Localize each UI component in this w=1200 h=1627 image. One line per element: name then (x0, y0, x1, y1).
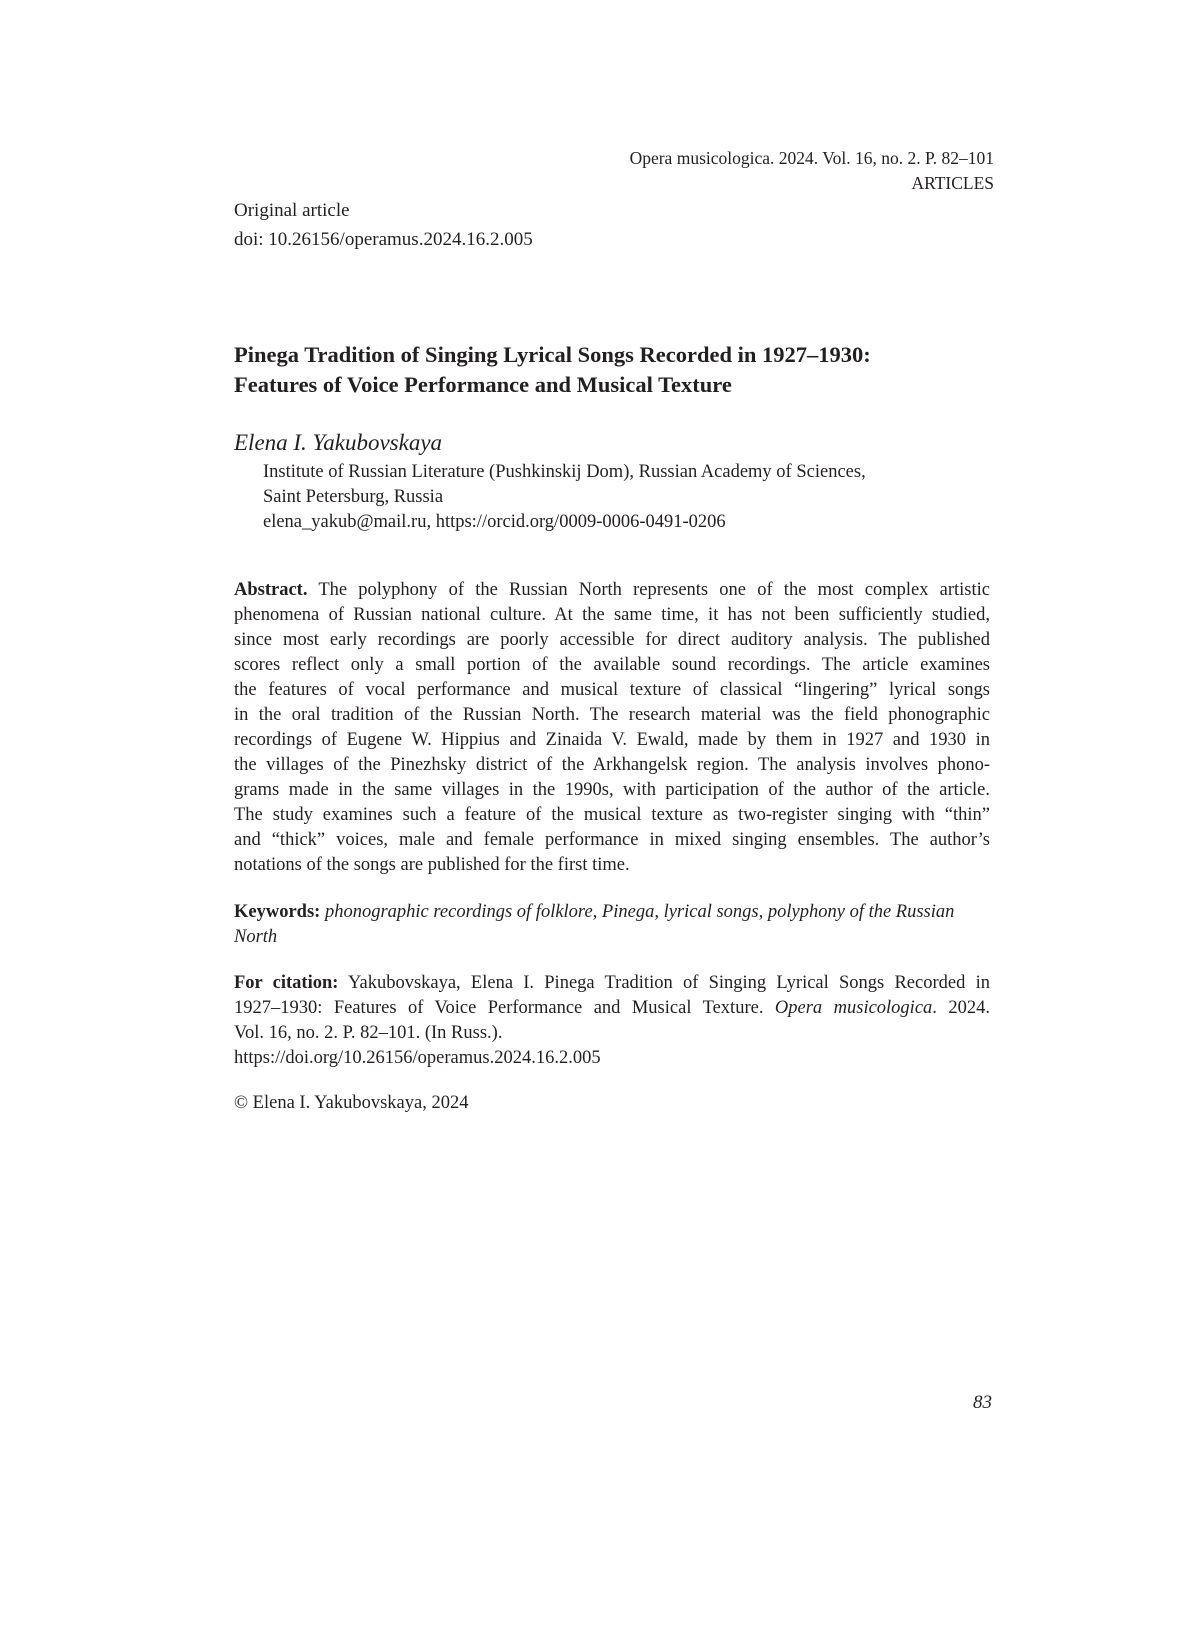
page-number: 83 (973, 1392, 992, 1413)
author-name: Elena I. Yakubovskaya (234, 430, 443, 455)
abstract-line: Abstract. The polyphony of the Russian North represents one of the most complex artistic (234, 580, 990, 600)
abstract-line: The study examines such a feature of the musical texture as two-register singing with “thin” (234, 805, 990, 825)
keywords-text: phonographic recordings of folklore, Pinega, lyrical songs, polyphony of the Russian North (234, 902, 955, 947)
citation-text: Vol. 16, no. 2. P. 82–101. (In Russ.). (234, 1023, 503, 1043)
article-doi: doi: 10.26156/operamus.2024.16.2.005 (234, 229, 533, 250)
affiliation-line-1: Institute of Russian Literature (Pushkinskij Dom), Russian Academy of Sciences, (263, 462, 866, 482)
article-meta (234, 196, 533, 254)
abstract-line: the villages of the Pinezhsky district of the Arkhangelsk region. The analysis involves phono- (234, 755, 990, 775)
title-line-2: Features of Voice Performance and Musical Texture (234, 372, 732, 397)
copyright: © Elena I. Yakubovskaya, 2024 (234, 1093, 469, 1113)
abstract-line: the features of vocal performance and musical texture of classical “lingering” lyrical songs (234, 680, 990, 700)
author-affiliation (263, 460, 866, 535)
citation (234, 971, 990, 1071)
abstract-line: and “thick” voices, male and female performance in mixed singing ensembles. The author’s (234, 830, 990, 850)
affiliation-line-2: Saint Petersburg, Russia (263, 487, 444, 507)
citation-text: 1927–1930: Features of Voice Performance and Musical Texture. (234, 998, 764, 1018)
journal-reference: Opera musicologica. 2024. Vol. 16, no. 2. P. 82–101 (629, 148, 994, 168)
keywords (234, 900, 990, 950)
article-title (234, 340, 1014, 400)
abstract-line: since most early recordings are poorly accessible for direct auditory analysis. The published (234, 630, 990, 650)
keywords-label: Keywords: (234, 902, 321, 922)
section-label: ARTICLES (911, 173, 994, 193)
abstract-line: in the oral tradition of the Russian North. The research material was the field phonographic (234, 705, 990, 725)
author-contact: elena_yakub@mail.ru, https://orcid.org/0009-0006-0491-0206 (263, 512, 726, 532)
citation-doi-link[interactable]: https://doi.org/10.26156/operamus.2024.16.2.005 (234, 1048, 601, 1068)
citation-text: Yakubovskaya, Elena I. Pinega Tradition of Singing Lyrical Songs Recorded in (347, 973, 990, 993)
citation-journal: Opera musicologica (774, 998, 933, 1018)
running-header (630, 146, 994, 196)
abstract-line: grams made in the same villages in the 1990s, with participation of the author of the article. (234, 780, 990, 800)
article-type: Original article (234, 200, 350, 221)
citation-label: For citation: (234, 973, 339, 993)
abstract-line: phenomena of Russian national culture. At the same time, it has not been sufficiently studied, (234, 605, 990, 625)
abstract-line: notations of the songs are published for the first time. (234, 855, 630, 875)
abstract-label: Abstract. (234, 580, 308, 600)
citation-text: . 2024. (932, 998, 990, 1018)
title-line-1: Pinega Tradition of Singing Lyrical Songs Recorded in 1927–1930: (234, 342, 871, 367)
abstract-line: scores reflect only a small portion of the available sound recordings. The article examines (234, 655, 990, 675)
abstract (234, 578, 990, 878)
abstract-line: recordings of Eugene W. Hippius and Zinaida V. Ewald, made by them in 1927 and 1930 in (234, 730, 990, 750)
